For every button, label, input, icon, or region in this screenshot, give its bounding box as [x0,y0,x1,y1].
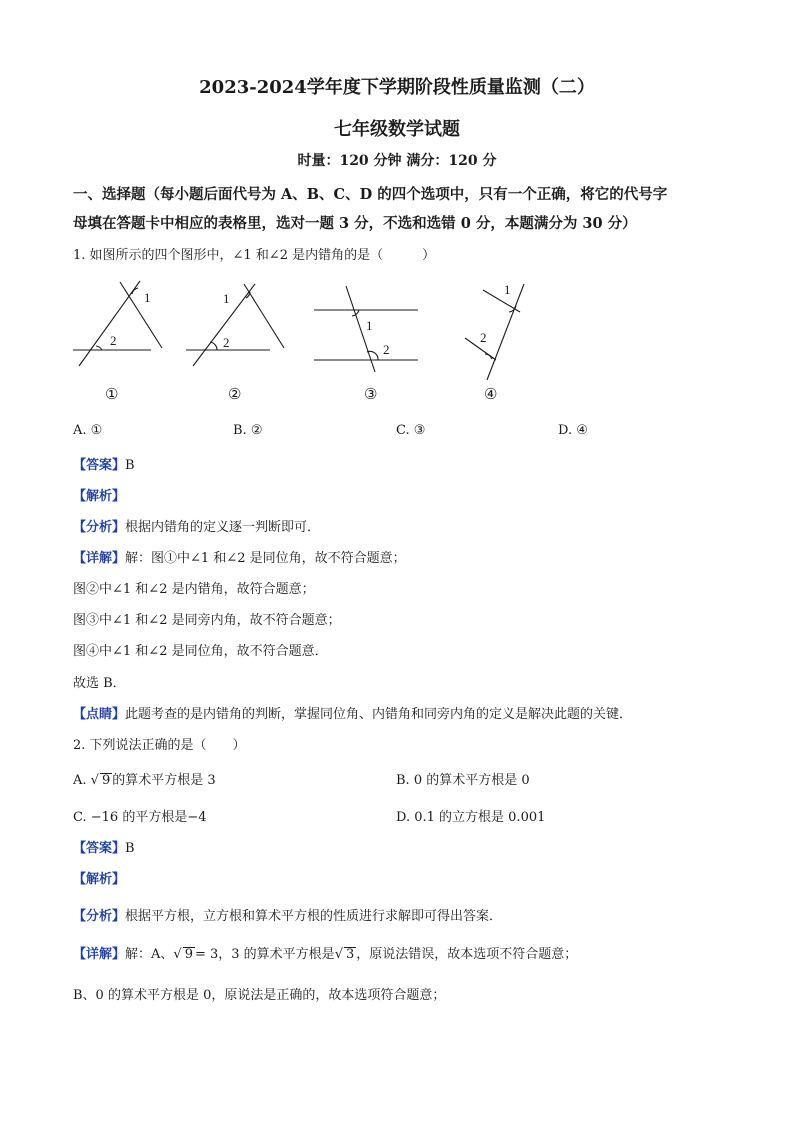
fenxi-text: 根据内错角的定义逐一判断即可． [125,520,321,535]
q1-detail-line-3: 图③中∠1 和∠2 是同旁内角，故不符合题意； [73,613,341,628]
answer-value: B [125,841,135,856]
q1-stem: 1. 如图所示的四个图形中，∠1 和∠2 是内错角的是（ ） [73,248,436,263]
fig2-angle1-label: 1 [223,291,230,306]
answer-tag: 【答案】 [73,458,126,473]
q2-analysis-tag [73,868,125,887]
q2-option-a-radicand: 9 [101,773,111,788]
xiangjie-text: 解：图①中∠1 和∠2 是同位角，故不符合题意； [125,551,406,566]
fig1-angle1-label: 1 [144,290,151,305]
xiangjie-prefix: 解：A、 [125,947,174,962]
q2-option-a [73,769,216,788]
figure-2 [186,284,284,366]
exam-meta: 时量：120 分钟 满分：120 分 [297,153,497,169]
exam-title: 2023-2024学年度下学期阶段性质量监测（二） [199,77,595,98]
analysis-tag: 【解析】 [73,489,126,504]
sqrt-icon: √ [173,947,182,962]
q2-stem: 2. 下列说法正确的是（ ） [73,738,246,753]
fenxi-tag: 【分析】 [73,520,126,535]
analysis-tag: 【解析】 [73,872,126,887]
xiangjie-mid: = 3，3 的算术平方根是 [194,947,335,962]
fig2-label: ② [228,387,242,403]
answer-tag: 【答案】 [73,841,126,856]
q1-dianjing [73,703,632,722]
q1-fenxi [73,516,320,535]
q2-fenxi [73,905,502,924]
q2-answer [73,837,135,856]
q1-answer [73,454,135,473]
fenxi-text: 根据平方根，立方根和算术平方根的性质进行求解即可得出答案． [125,909,503,924]
q1-conclusion: 故选 B． [73,676,126,691]
sqrt-icon: √ [90,773,99,788]
xiangjie-radicand-2: 3 [345,947,355,962]
xiangjie-rest: ，原说法错误，故本选项不符合题意； [356,947,578,962]
fig2-angle2-label: 2 [223,335,230,350]
fig4-angle2-label: 2 [480,330,487,345]
q1-option-a: A. ① [73,423,103,438]
section-heading-line2: 母填在答题卡中相应的表格里，选对一题 3 分，不选和选错 0 分，本题满分为 30 分） [73,215,637,232]
xiangjie-radicand: 9 [184,947,193,962]
q2-option-c: C. −16 的平方根是−4 [73,810,207,825]
q2-option-d: D. 0.1 的立方根是 0.001 [396,810,546,825]
dianjing-tag: 【点睛】 [73,707,126,722]
q1-option-d: D. ④ [558,423,588,438]
fig4-angle1-label: 1 [504,282,511,297]
fig4-label: ④ [484,387,498,403]
dianjing-text: 此题考查的是内错角的判断，掌握同位角、内错角和同旁内角的定义是解决此题的关键． [125,707,633,722]
q1-analysis-tag [73,485,125,504]
figure-4 [465,284,524,380]
sqrt-icon: √ [334,947,343,962]
q1-detail-line-4: 图④中∠1 和∠2 是同位角，故不符合题意． [73,644,328,659]
fig3-label: ③ [364,387,378,403]
q1-option-b: B. ② [233,423,263,438]
q2-option-b: B. 0 的算术平方根是 0 [396,773,530,788]
xiangjie-tag: 【详解】 [73,551,126,566]
answer-value: B [125,458,135,473]
q1-option-c: C. ③ [396,423,426,438]
q1-detail-line-2: 图②中∠1 和∠2 是内错角，故符合题意； [73,582,315,597]
section-heading-line1: 一、选择题（每小题后面代号为 A、B、C、D 的四个选项中，只有一个正确，将它的代号字 [73,186,668,203]
exam-subtitle: 七年级数学试题 [334,119,460,140]
xiangjie-tag: 【详解】 [73,947,126,962]
q2-option-a-rest: 的算术平方根是 3 [112,773,216,788]
fig1-angle2-label: 2 [110,333,117,348]
q2-xiangjie [73,943,577,962]
q1-xiangjie [73,547,406,566]
fig3-angle1-label: 1 [366,318,373,333]
q1-figures [60,276,540,406]
fenxi-tag: 【分析】 [73,909,126,924]
fig3-angle2-label: 2 [383,342,390,357]
q2-option-a-prefix: A. [73,773,87,788]
fig1-label: ① [105,387,119,403]
q2-detail-line-b: B、0 的算术平方根是 0，原说法是正确的，故本选项符合题意； [73,988,446,1003]
